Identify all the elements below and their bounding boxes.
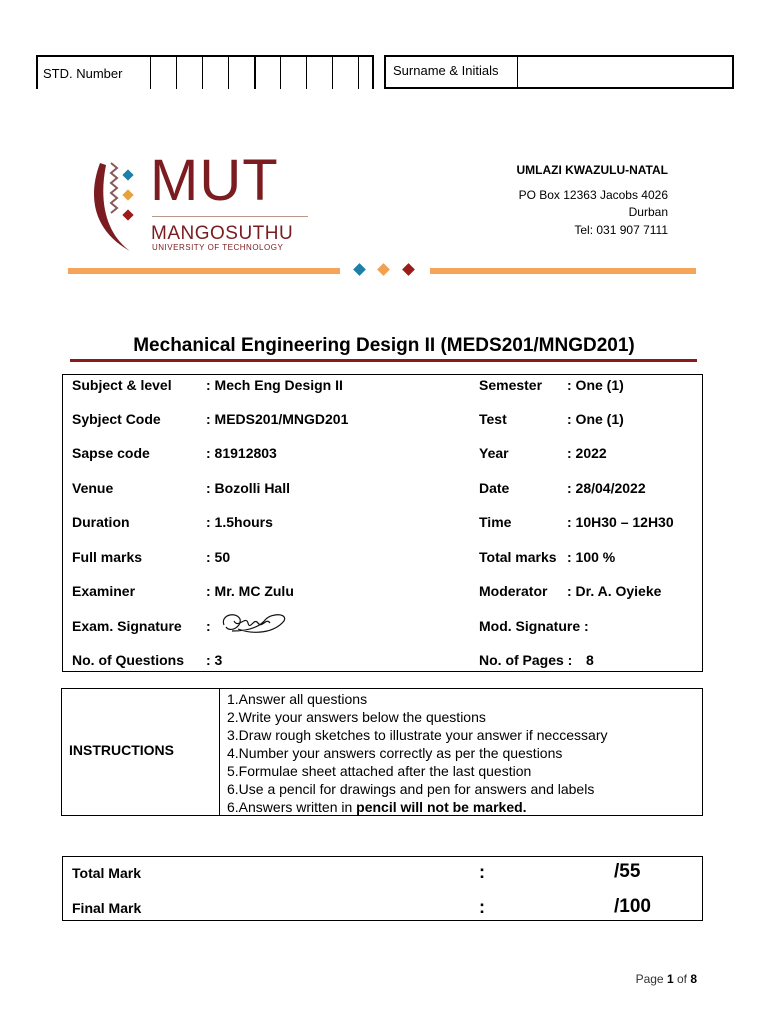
instructions-divider: [219, 688, 220, 816]
mod-signature-label: Mod. Signature :: [479, 618, 589, 634]
address-title: UMLAZI KWAZULU-NATAL: [516, 163, 668, 177]
exam-title: Mechanical Engineering Design II (MEDS201/MNGD201): [133, 335, 635, 356]
surname-label: Surname & Initials: [393, 63, 499, 78]
fullmarks-value: : 50: [206, 549, 231, 565]
address-city: Durban: [628, 205, 668, 219]
instruction-item: 5.Formulae sheet attached after the last question: [227, 763, 532, 779]
instruction-item: 4.Number your answers correctly as per the questions: [227, 745, 563, 761]
time-label: Time: [479, 514, 512, 530]
final-mark-label: Final Mark: [72, 900, 142, 916]
code-label: Sybject Code: [72, 411, 161, 427]
page-of: of: [673, 972, 691, 986]
semester-value: : One (1): [567, 377, 624, 393]
diamond-blue-icon: [353, 263, 366, 276]
student-number-cells[interactable]: [150, 57, 410, 89]
time-value: : 10H30 – 12H30: [567, 514, 674, 530]
subject-label: Subject & level: [72, 377, 172, 393]
moderator-value: : Dr. A. Oyieke: [567, 583, 662, 599]
exam-signature-colon: :: [206, 618, 211, 634]
semester-label: Semester: [479, 377, 543, 393]
questions-label: No. of Questions: [72, 652, 184, 668]
duration-label: Duration: [72, 514, 130, 530]
total-mark-value: /55: [614, 861, 641, 882]
logo-subtitle: UNIVERSITY OF TECHNOLOGY: [152, 243, 284, 252]
date-label: Date: [479, 480, 510, 496]
fullmarks-label: Full marks: [72, 549, 143, 565]
venue-label: Venue: [72, 480, 114, 496]
page-current: 1: [666, 972, 674, 986]
pages-value: 8: [586, 652, 594, 668]
instruction-last-prefix: 6.Answers written in: [227, 799, 357, 815]
final-mark-colon: :: [479, 897, 485, 917]
instruction-item: 2.Write your answers below the questions: [227, 709, 486, 725]
examiner-signature-image: [218, 609, 288, 637]
test-label: Test: [479, 411, 507, 427]
surname-field[interactable]: [520, 58, 730, 86]
sapse-label: Sapse code: [72, 445, 150, 461]
date-value: : 28/04/2022: [567, 480, 646, 496]
page-number: [636, 972, 697, 986]
instruction-item: 3.Draw rough sketches to illustrate your answer if neccessary: [227, 727, 608, 743]
venue-value: : Bozolli Hall: [206, 480, 290, 496]
moderator-label: Moderator: [479, 583, 548, 599]
total-mark-colon: :: [479, 862, 485, 882]
address-po-box: PO Box 12363 Jacobs 4026: [518, 188, 668, 202]
logo-divider: [152, 216, 308, 217]
sapse-value: : 81912803: [206, 445, 277, 461]
mut-logo-emblem: [86, 155, 146, 255]
student-number-label: STD. Number: [43, 66, 123, 81]
header-bar-right: [430, 268, 696, 274]
year-value: : 2022: [567, 445, 607, 461]
totalmarks-label: Total marks: [479, 549, 557, 565]
diamond-orange-icon: [377, 263, 390, 276]
totalmarks-value: : 100 %: [567, 549, 616, 565]
page-word: Page: [635, 972, 667, 986]
header-bar-left: [68, 268, 340, 274]
diamond-red-icon: [402, 263, 415, 276]
instruction-item: 6.Use a pencil for drawings and pen for answers and labels: [227, 781, 595, 797]
exam-signature-label: Exam. Signature: [72, 618, 182, 634]
instruction-last-bold: pencil will not be marked.: [356, 799, 527, 815]
surname-divider: [517, 57, 518, 87]
instruction-item-last: [227, 798, 527, 816]
examiner-value: : Mr. MC Zulu: [206, 583, 294, 599]
pages-label: No. of Pages :: [479, 652, 573, 668]
instruction-item: 1.Answer all questions: [227, 691, 368, 707]
year-label: Year: [479, 445, 509, 461]
instructions-title: INSTRUCTIONS: [69, 742, 174, 758]
total-mark-label: Total Mark: [72, 865, 141, 881]
test-value: : One (1): [567, 411, 624, 427]
examiner-label: Examiner: [72, 583, 136, 599]
final-mark-value: /100: [614, 896, 651, 917]
questions-value: : 3: [206, 652, 223, 668]
code-value: : MEDS201/MNGD201: [206, 411, 349, 427]
title-underline: [70, 359, 697, 362]
page-total: 8: [690, 972, 697, 986]
logo-mut-text: MUT: [150, 148, 279, 213]
duration-value: : 1.5hours: [206, 514, 273, 530]
address-phone: Tel: 031 907 7111: [574, 223, 668, 237]
marks-table: [62, 856, 703, 921]
logo-name: MANGOSUTHU: [151, 223, 294, 244]
subject-value: : Mech Eng Design II: [206, 377, 343, 393]
